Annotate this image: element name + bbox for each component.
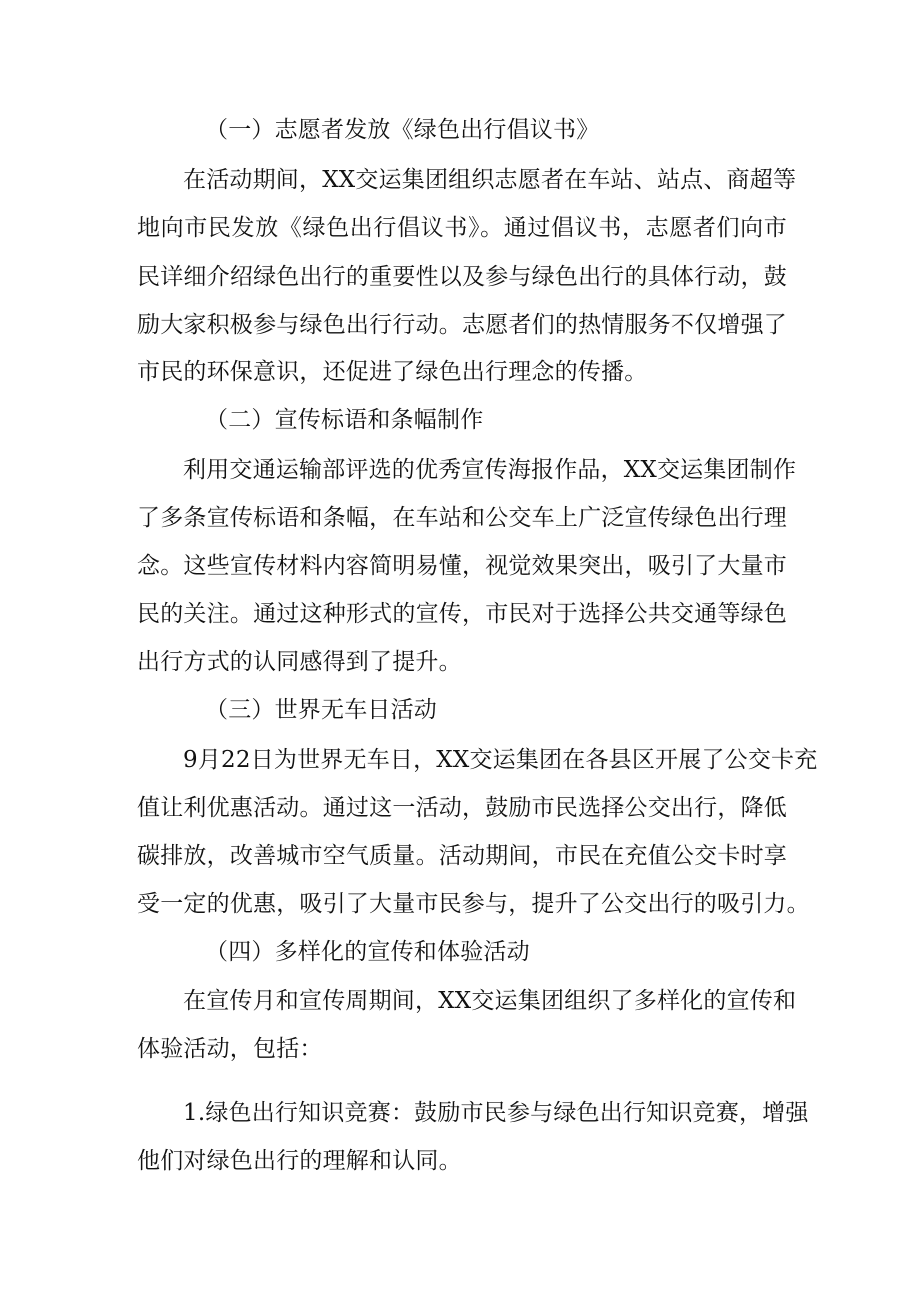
section-2-paragraph-line: 民的关注。通过这种形式的宣传，市民对于选择公共交通等绿色: [137, 601, 787, 627]
section-1-heading: （一）志愿者发放《绿色出行倡议书》: [205, 117, 600, 143]
section-1-paragraph-line: 励大家积极参与绿色出行行动。志愿者们的热情服务不仅增强了: [137, 312, 787, 338]
section-1-paragraph-line: 民详细介绍绿色出行的重要性以及参与绿色出行的具体行动，鼓: [137, 264, 787, 290]
section-1-paragraph-line: 市民的环保意识，还促进了绿色出行理念的传播。: [137, 359, 648, 385]
section-3-heading: （三）世界无车日活动: [205, 697, 437, 723]
section-1-paragraph-line: 地向市民发放《绿色出行倡议书》。通过倡议书，志愿者们向市: [137, 215, 787, 241]
section-2-paragraph-line: 念。这些宣传材料内容简明易懂，视觉效果突出，吸引了大量市: [137, 553, 787, 579]
section-3-paragraph-line: 受一定的优惠，吸引了大量市民参与，提升了公交出行的吸引力。: [137, 891, 810, 917]
section-3-paragraph-line: 碳排放，改善城市空气质量。活动期间，市民在充值公交卡时享: [137, 843, 787, 869]
section-4-paragraph-line: 体验活动，包括：: [137, 1036, 323, 1062]
section-3-paragraph-line: 值让利优惠活动。通过这一活动，鼓励市民选择公交出行，降低: [137, 795, 787, 821]
list-item-1-line: 他们对绿色出行的理解和认同。: [137, 1148, 462, 1174]
section-2-heading: （二）宣传标语和条幅制作: [205, 407, 484, 433]
list-item-1-line: 1.绿色出行知识竞赛：鼓励市民参与绿色出行知识竞赛，增强: [183, 1100, 809, 1126]
section-2-paragraph-line: 利用交通运输部评选的优秀宣传海报作品，XX交运集团制作: [183, 457, 797, 483]
section-2-paragraph-line: 出行方式的认同感得到了提升。: [137, 649, 462, 675]
section-3-paragraph-line: 9月22日为世界无车日，XX交运集团在各县区开展了公交卡充: [183, 747, 818, 773]
section-4-heading: （四）多样化的宣传和体验活动: [205, 939, 530, 965]
section-2-paragraph-line: 了多条宣传标语和条幅，在车站和公交车上广泛宣传绿色出行理: [137, 505, 787, 531]
section-4-paragraph-line: 在宣传月和宣传周期间，XX交运集团组织了多样化的宣传和: [183, 988, 797, 1014]
section-1-paragraph-line: 在活动期间，XX交运集团组织志愿者在车站、站点、商超等: [183, 167, 797, 193]
